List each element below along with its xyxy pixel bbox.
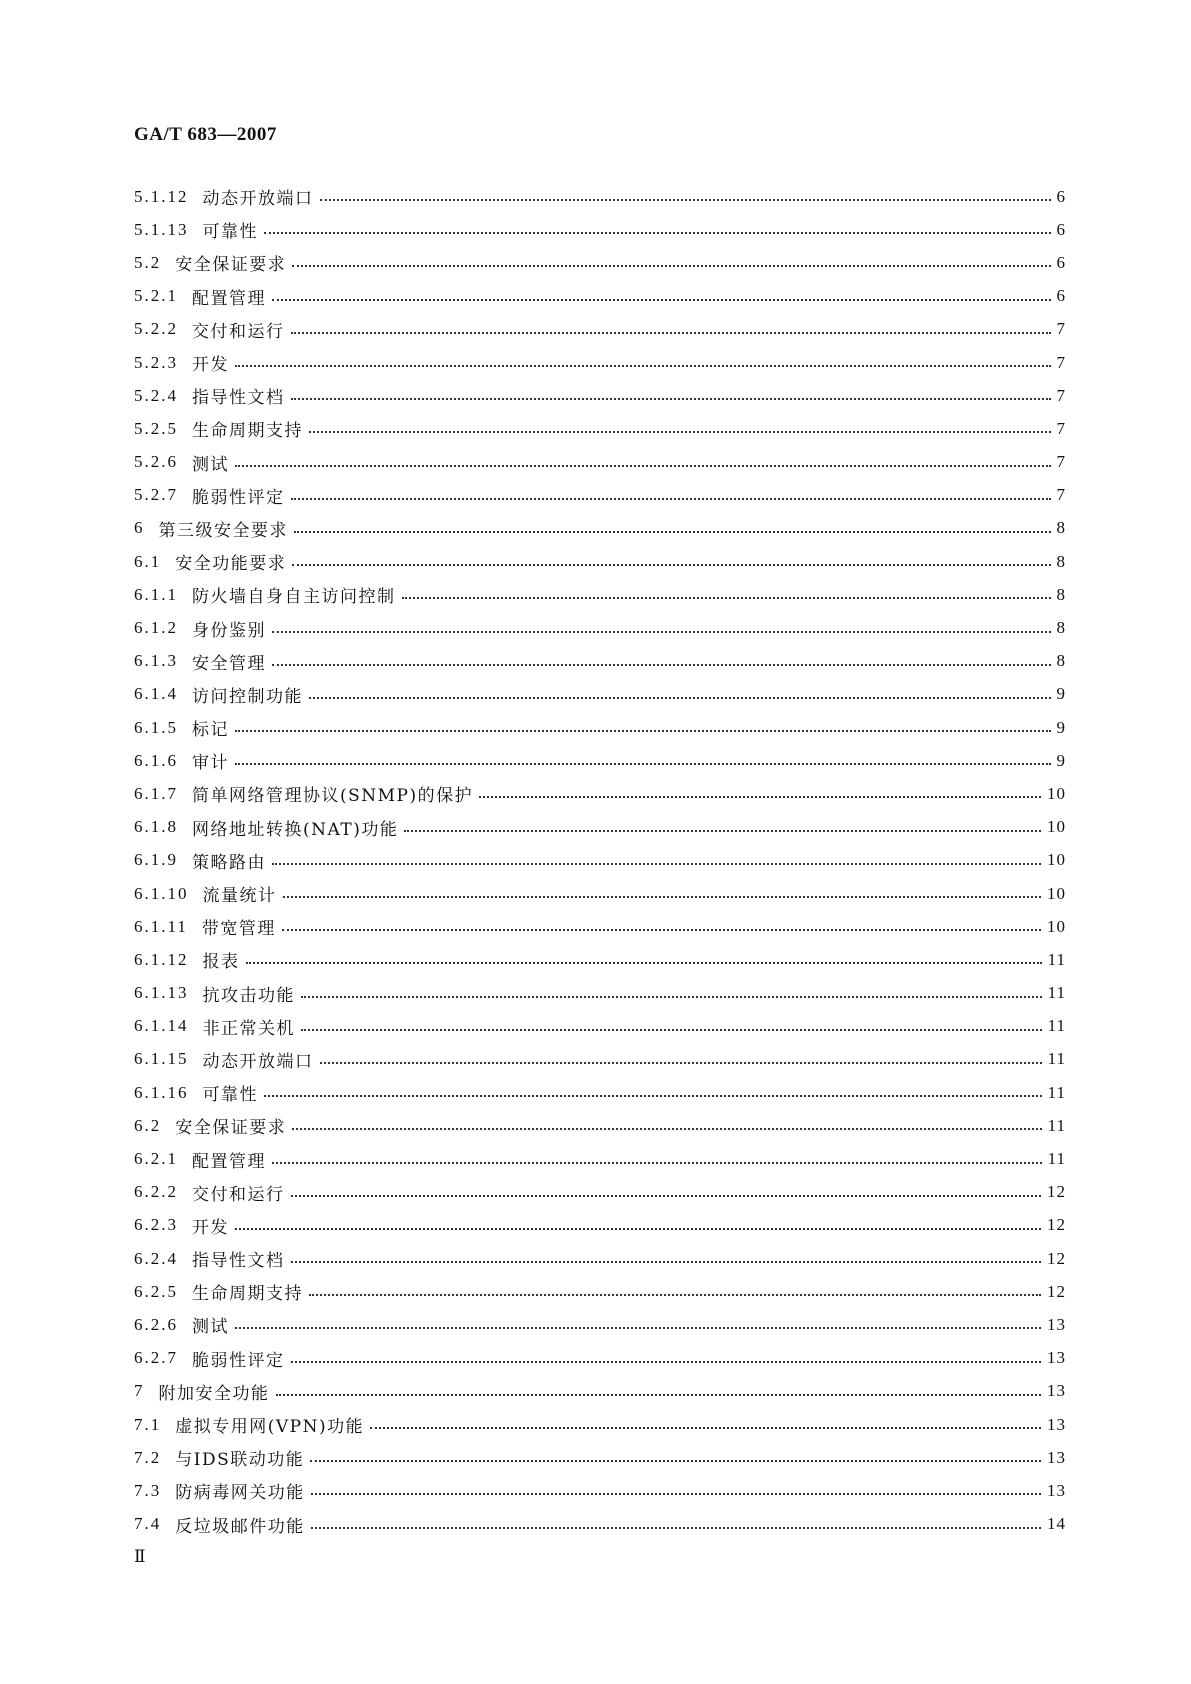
toc-entry: [134, 1209, 1066, 1242]
toc-entry: [134, 1142, 1066, 1175]
dot-leader: [272, 298, 1051, 301]
toc-entry-page: 11: [1047, 1049, 1066, 1069]
toc-entry-title: 配置管理: [192, 1151, 266, 1172]
toc-entry-number: 5.2.5: [134, 418, 178, 438]
toc-entry-title: 开发: [192, 1217, 229, 1238]
toc-entry: [134, 313, 1066, 346]
dot-leader: [310, 1459, 1041, 1462]
toc-entry-number: 7.4: [134, 1514, 162, 1534]
toc-entry-page: 13: [1047, 1447, 1066, 1467]
toc-entry: [134, 711, 1066, 744]
toc-entry-title: 非正常关机: [202, 1018, 295, 1039]
dot-leader: [276, 1393, 1042, 1396]
toc-entry: [134, 346, 1066, 379]
dot-leader: [301, 1028, 1042, 1031]
toc-entry-number: 6.1.15: [134, 1049, 189, 1069]
dot-leader: [479, 795, 1041, 798]
toc-entry-title: 安全管理: [192, 653, 266, 674]
toc-entry-page: 12: [1047, 1182, 1066, 1202]
toc-entry-number: 6.2.1: [134, 1149, 178, 1169]
toc-entry-page: 11: [1047, 1149, 1066, 1169]
toc-entry-page: 13: [1047, 1414, 1066, 1434]
toc-entry-title: 防病毒网关功能: [175, 1483, 305, 1504]
toc-entry: [134, 246, 1066, 279]
toc-entry: [134, 213, 1066, 246]
dot-leader: [235, 729, 1051, 732]
toc-entry-title: 标记: [192, 720, 229, 741]
toc-entry: [134, 412, 1066, 445]
toc-entry-number: 6.1.11: [134, 916, 188, 936]
toc-entry: [134, 1508, 1066, 1541]
toc-entry: [134, 844, 1066, 877]
toc-entry-title: 反垃圾邮件功能: [175, 1516, 305, 1537]
toc-entry-number: 6.2.7: [134, 1348, 178, 1368]
toc-entry-number: 6.1.10: [134, 883, 189, 903]
toc-entry: [134, 1308, 1066, 1341]
dot-leader: [235, 464, 1051, 467]
toc-entry-page: 11: [1047, 1082, 1066, 1102]
dot-leader: [246, 961, 1042, 964]
toc-entry: [134, 1076, 1066, 1109]
toc-entry: [134, 1275, 1066, 1308]
toc-entry-number: 6.1.8: [134, 817, 178, 837]
toc-entry-page: 13: [1047, 1480, 1066, 1500]
toc-entry: [134, 512, 1066, 545]
toc-entry: [134, 180, 1066, 213]
document-code-header: GA/T 683—2007: [134, 124, 277, 145]
toc-entry-number: 6.1.16: [134, 1082, 189, 1102]
toc-entry-number: 5.2.1: [134, 286, 178, 306]
toc-entry-page: 9: [1056, 750, 1066, 770]
toc-entry-page: 10: [1047, 783, 1066, 803]
toc-entry-title: 简单网络管理协议(SNMP)的保护: [192, 786, 474, 807]
toc-entry-title: 脆弱性评定: [192, 1350, 285, 1371]
dot-leader: [292, 563, 1050, 566]
toc-entry-title: 安全保证要求: [175, 255, 287, 276]
toc-entry: [134, 678, 1066, 711]
toc-entry-title: 可靠性: [202, 1085, 258, 1106]
toc-entry-title: 生命周期支持: [192, 421, 303, 442]
dot-leader: [283, 895, 1042, 898]
toc-entry-page: 7: [1056, 485, 1066, 505]
toc-entry-page: 11: [1047, 1016, 1066, 1036]
toc-entry-number: 6.1: [134, 551, 162, 571]
toc-entry-page: 8: [1056, 651, 1066, 671]
toc-entry-page: 10: [1047, 883, 1066, 903]
toc-entry: [134, 379, 1066, 412]
dot-leader: [311, 1526, 1041, 1529]
toc-entry-page: 9: [1056, 717, 1066, 737]
toc-entry-page: 13: [1047, 1381, 1066, 1401]
dot-leader: [301, 995, 1042, 998]
toc-entry-number: 6.1.14: [134, 1016, 189, 1036]
toc-entry-title: 身份鉴别: [192, 620, 266, 641]
toc-entry: [134, 280, 1066, 313]
toc-entry-page: 7: [1056, 452, 1066, 472]
toc-entry-number: 5.2.7: [134, 485, 178, 505]
dot-leader: [292, 264, 1050, 267]
toc-entry-page: 6: [1056, 286, 1066, 306]
toc-entry-title: 生命周期支持: [192, 1284, 303, 1305]
dot-leader: [235, 364, 1051, 367]
toc-entry-title: 附加安全功能: [158, 1383, 270, 1404]
toc-entry: [134, 977, 1066, 1010]
toc-entry-number: 7: [134, 1381, 145, 1401]
toc-entry-title: 报表: [202, 952, 240, 973]
dot-leader: [272, 663, 1051, 666]
dot-leader: [291, 497, 1051, 500]
toc-entry-page: 7: [1056, 418, 1066, 438]
toc-entry-page: 8: [1056, 551, 1066, 571]
toc-entry: [134, 545, 1066, 578]
toc-entry-title: 抗攻击功能: [202, 985, 295, 1006]
toc-entry-page: 9: [1056, 684, 1066, 704]
dot-leader: [291, 1260, 1042, 1263]
dot-leader: [309, 1293, 1041, 1296]
dot-leader: [291, 331, 1051, 334]
dot-leader: [402, 596, 1051, 599]
toc-entry-title: 第三级安全要求: [158, 520, 288, 541]
toc-entry-page: 14: [1047, 1514, 1066, 1534]
toc-entry-number: 6.2: [134, 1115, 162, 1135]
dot-leader: [264, 231, 1051, 234]
toc-entry-number: 6.2.6: [134, 1314, 178, 1334]
toc-entry-number: 6.1.1: [134, 584, 178, 604]
toc-entry: [134, 1441, 1066, 1474]
toc-entry-title: 交付和运行: [192, 321, 285, 342]
dot-leader: [291, 397, 1051, 400]
toc-entry-title: 访问控制功能: [192, 686, 303, 707]
toc-entry: [134, 1342, 1066, 1375]
toc-entry-number: 6.1.12: [134, 949, 189, 969]
toc-entry-title: 可靠性: [202, 222, 258, 243]
toc-entry-number: 5.2.3: [134, 352, 178, 372]
toc-entry-page: 6: [1056, 186, 1066, 206]
toc-entry: [134, 578, 1066, 611]
table-of-contents: [134, 180, 1066, 1541]
toc-entry-title: 带宽管理: [201, 919, 276, 940]
dot-leader: [292, 1127, 1041, 1130]
toc-entry: [134, 877, 1066, 910]
toc-entry-number: 6.1.7: [134, 783, 178, 803]
dot-leader: [320, 1061, 1042, 1064]
dot-leader: [272, 862, 1041, 865]
toc-entry: [134, 744, 1066, 777]
toc-entry: [134, 1408, 1066, 1441]
toc-entry-page: 7: [1056, 352, 1066, 372]
dot-leader: [272, 630, 1051, 633]
toc-entry-title: 与IDS联动功能: [175, 1450, 305, 1471]
dot-leader: [404, 829, 1041, 832]
toc-entry-page: 12: [1047, 1215, 1066, 1235]
toc-entry-number: 5.2.6: [134, 452, 178, 472]
toc-entry-page: 8: [1056, 618, 1066, 638]
toc-entry-title: 虚拟专用网(VPN)功能: [175, 1417, 365, 1438]
toc-entry-page: 8: [1056, 584, 1066, 604]
dot-leader: [264, 1094, 1042, 1097]
toc-entry-title: 测试: [192, 1317, 229, 1338]
toc-entry-title: 开发: [192, 355, 229, 376]
toc-entry-number: 6: [134, 518, 145, 538]
toc-entry-title: 网络地址转换(NAT)功能: [192, 819, 399, 840]
toc-entry-page: 11: [1047, 983, 1066, 1003]
page-number-footer: Ⅱ: [134, 1547, 146, 1566]
toc-entry-title: 指导性文档: [192, 388, 285, 409]
toc-entry-number: 6.1.5: [134, 717, 178, 737]
toc-entry-page: 10: [1047, 916, 1066, 936]
toc-entry-page: 7: [1056, 319, 1066, 339]
toc-entry-page: 13: [1047, 1314, 1066, 1334]
toc-entry-page: 11: [1047, 1115, 1066, 1135]
dot-leader: [370, 1426, 1041, 1429]
toc-entry-number: 6.1.4: [134, 684, 178, 704]
dot-leader: [235, 1227, 1041, 1230]
toc-entry-title: 测试: [192, 454, 229, 475]
toc-entry-title: 交付和运行: [192, 1184, 285, 1205]
toc-entry-page: 8: [1056, 518, 1066, 538]
dot-leader: [320, 198, 1051, 201]
toc-entry: [134, 1043, 1066, 1076]
toc-entry: [134, 811, 1066, 844]
dot-leader: [235, 762, 1051, 765]
toc-entry: [134, 1375, 1066, 1408]
toc-entry-page: 11: [1047, 949, 1066, 969]
toc-entry-title: 动态开放端口: [202, 189, 314, 210]
toc-entry-title: 配置管理: [192, 288, 266, 309]
toc-entry-number: 6.2.2: [134, 1182, 178, 1202]
toc-entry-number: 5.2: [134, 252, 162, 272]
toc-entry-number: 6.1.2: [134, 618, 178, 638]
toc-entry: [134, 1010, 1066, 1043]
dot-leader: [291, 1360, 1042, 1363]
toc-entry: [134, 777, 1066, 810]
toc-entry: [134, 1474, 1066, 1507]
toc-entry-title: 安全功能要求: [175, 554, 287, 575]
toc-entry-page: 6: [1056, 252, 1066, 272]
toc-entry-number: 6.1.6: [134, 750, 178, 770]
dot-leader: [309, 430, 1051, 433]
toc-entry: [134, 479, 1066, 512]
toc-entry-title: 审计: [192, 753, 229, 774]
toc-entry-title: 脆弱性评定: [192, 487, 285, 508]
toc-entry: [134, 446, 1066, 479]
toc-entry-title: 流量统计: [202, 886, 277, 907]
toc-entry-number: 6.1.13: [134, 983, 189, 1003]
toc-entry-page: 6: [1056, 219, 1066, 239]
dot-leader: [291, 1194, 1042, 1197]
toc-entry: [134, 1109, 1066, 1142]
toc-entry-page: 12: [1047, 1248, 1066, 1268]
toc-entry: [134, 645, 1066, 678]
toc-entry: [134, 910, 1066, 943]
toc-entry-number: 5.2.4: [134, 385, 178, 405]
toc-entry-number: 6.1.9: [134, 850, 178, 870]
toc-entry-title: 指导性文档: [192, 1251, 285, 1272]
toc-entry-page: 7: [1056, 385, 1066, 405]
toc-entry-page: 10: [1047, 850, 1066, 870]
toc-entry-page: 13: [1047, 1348, 1066, 1368]
toc-entry-number: 6.1.3: [134, 651, 178, 671]
toc-entry-number: 7.1: [134, 1414, 162, 1434]
toc-entry-title: 策略路由: [192, 852, 266, 873]
toc-entry: [134, 1242, 1066, 1275]
dot-leader: [311, 1492, 1041, 1495]
toc-entry-page: 10: [1047, 817, 1066, 837]
dot-leader: [282, 928, 1041, 931]
dot-leader: [294, 530, 1051, 533]
toc-entry: [134, 611, 1066, 644]
toc-entry-number: 7.3: [134, 1480, 162, 1500]
dot-leader: [235, 1326, 1041, 1329]
dot-leader: [309, 696, 1051, 699]
toc-entry-number: 6.2.3: [134, 1215, 178, 1235]
toc-entry-number: 5.2.2: [134, 319, 178, 339]
toc-entry-title: 安全保证要求: [175, 1118, 287, 1139]
toc-entry-number: 7.2: [134, 1447, 162, 1467]
toc-entry-page: 12: [1047, 1281, 1066, 1301]
toc-entry: [134, 943, 1066, 976]
toc-entry-number: 6.2.5: [134, 1281, 178, 1301]
toc-entry: [134, 1176, 1066, 1209]
toc-entry-title: 动态开放端口: [202, 1051, 314, 1072]
toc-entry-number: 6.2.4: [134, 1248, 178, 1268]
toc-entry-title: 防火墙自身自主访问控制: [192, 587, 396, 608]
dot-leader: [272, 1161, 1042, 1164]
toc-entry-number: 5.1.12: [134, 186, 189, 206]
toc-entry-number: 5.1.13: [134, 219, 189, 239]
